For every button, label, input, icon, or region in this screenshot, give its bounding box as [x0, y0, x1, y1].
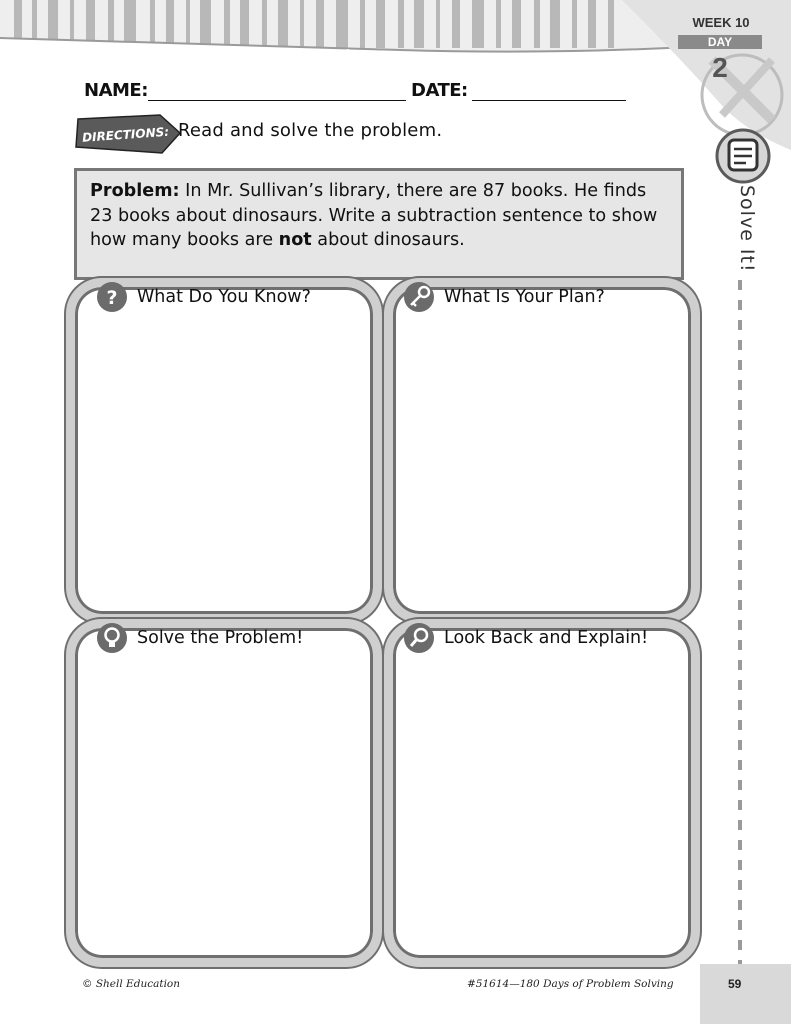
- side-dashed-rule: [736, 280, 744, 970]
- footer-copyright: © Shell Education: [82, 978, 181, 990]
- solve-it-side-label: Solve It!: [736, 185, 758, 273]
- magnifier-icon: [404, 623, 434, 653]
- directions-arrow-tag: [72, 113, 184, 155]
- look-back-and-explain-box[interactable]: [384, 619, 700, 967]
- look-back-and-explain-title: Look Back and Explain!: [444, 628, 649, 648]
- footer-book-title: #51614—180 Days of Problem Solving: [467, 978, 674, 990]
- document-lines-icon: [715, 128, 771, 184]
- what-is-your-plan-box[interactable]: [384, 278, 700, 623]
- problem-emphasis: not: [278, 230, 312, 250]
- problem-box: [74, 168, 684, 280]
- problem-text-start: In Mr. Sullivan’s library, there are 87 books. He finds 23 books about dinosaurs. Write a subtraction sentence to show how many books are: [90, 181, 658, 250]
- name-field-line[interactable]: [148, 100, 406, 101]
- what-do-you-know-title: What Do You Know?: [137, 287, 311, 307]
- key-icon: [404, 282, 434, 312]
- svg-text:?: ?: [106, 287, 118, 309]
- solve-the-problem-box[interactable]: [66, 619, 382, 967]
- question-icon: [97, 282, 127, 312]
- directions-tag-label: DIRECTIONS:: [81, 124, 170, 145]
- directions-text: Read and solve the problem.: [178, 120, 443, 141]
- week-label: WEEK 10: [692, 15, 750, 30]
- page-number-tab: [700, 964, 791, 1024]
- what-is-your-plan-title: What Is Your Plan?: [444, 287, 605, 307]
- what-do-you-know-header: [97, 282, 311, 312]
- day-number: 2: [712, 52, 728, 83]
- look-back-and-explain-header: [404, 623, 648, 653]
- name-label: NAME:: [84, 80, 148, 101]
- solve-the-problem-title: Solve the Problem!: [137, 628, 304, 648]
- lightbulb-icon: [97, 623, 127, 653]
- date-field-line[interactable]: [472, 100, 626, 101]
- what-is-your-plan-header: [404, 282, 605, 312]
- solve-the-problem-header: [97, 623, 303, 653]
- problem-label: Problem:: [90, 181, 180, 201]
- date-label: DATE:: [411, 80, 468, 101]
- problem-text-end: about dinosaurs.: [311, 230, 465, 250]
- day-label: DAY: [678, 35, 762, 49]
- what-do-you-know-box[interactable]: [66, 278, 382, 623]
- page-number: 59: [728, 977, 742, 991]
